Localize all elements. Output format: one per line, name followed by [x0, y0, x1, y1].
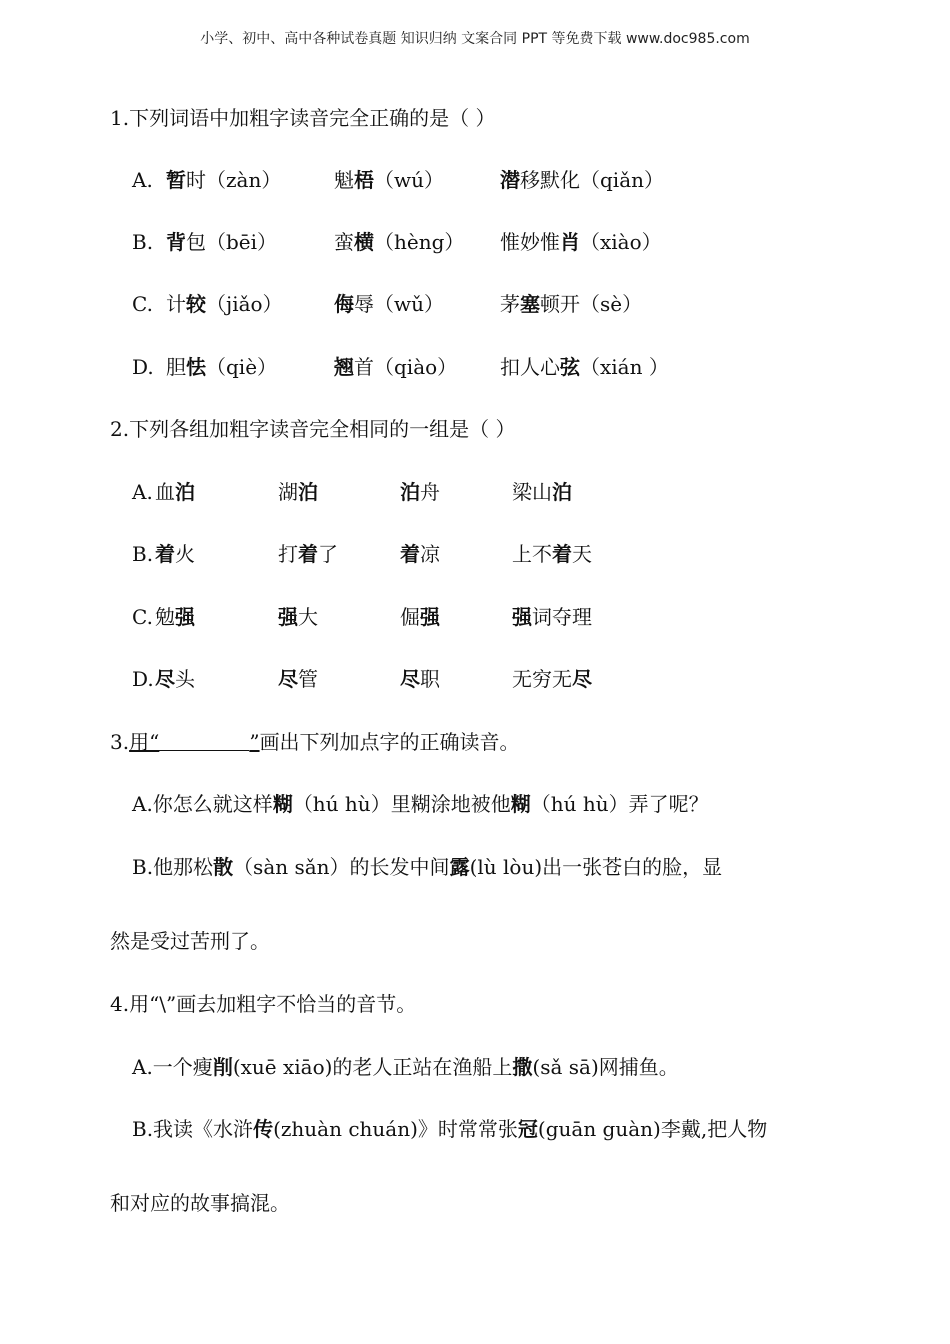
- q2-option-c-word2: 强大: [278, 605, 318, 629]
- q1-option-a-word1: 暂时（zàn）: [166, 168, 282, 192]
- q1-option-c-word1: 计较（jiǎo）: [166, 292, 283, 316]
- q3-underline-marker: 用“ ”: [129, 730, 260, 754]
- q1-option-b-word3: 惟妙惟肖（xiào）: [500, 230, 662, 254]
- q1-title: 1.下列词语中加粗字读音完全正确的是（ ）: [110, 106, 496, 130]
- q2-option-d-word2: 尽管: [278, 667, 318, 691]
- underline-blank: [159, 730, 249, 751]
- q2-option-d-label: D.: [132, 667, 154, 691]
- q3-sentence-b-continued: 然是受过苦刑了。: [110, 929, 270, 953]
- q2-option-b-word3: 着凉: [400, 542, 440, 566]
- q1-option-b-label: B.: [132, 230, 154, 254]
- q1-option-b-word2: 蛮横（hèng）: [334, 230, 465, 254]
- q2-option-d-word1: 尽头: [155, 667, 195, 691]
- q2-title: 2.下列各组加粗字读音完全相同的一组是（ ）: [110, 417, 516, 441]
- q1-option-d-label: D.: [132, 355, 154, 379]
- q1-option-c-word3: 茅塞顿开（sè）: [500, 292, 643, 316]
- q2-option-b-word2: 打着了: [278, 542, 338, 566]
- q4-title: 4.用“\”画去加粗字不恰当的音节。: [110, 992, 417, 1016]
- q4-sentence-b: B.我读《水浒传(zhuàn chuán)》时常常张冠(guān guàn)李戴,把人物: [132, 1117, 768, 1141]
- q4-sentence-a: A.一个瘦削(xuē xiāo)的老人正站在渔船上撒(sǎ sā)网捕鱼。: [132, 1055, 679, 1079]
- q1-option-a-word2: 魁梧（wú）: [334, 168, 444, 192]
- q1-option-c-label: C.: [132, 292, 153, 316]
- q2-option-d-word3: 尽职: [400, 667, 440, 691]
- q4-sentence-b-continued: 和对应的故事搞混。: [110, 1191, 290, 1215]
- q2-option-a-word4: 梁山泊: [512, 480, 572, 504]
- q1-option-d-word1: 胆怯（qiè）: [166, 355, 278, 379]
- q2-option-c-word3: 倔强: [400, 605, 440, 629]
- q1-option-a-word3: 潜移默化（qiǎn）: [500, 168, 665, 192]
- q2-option-a-word2: 湖泊: [278, 480, 318, 504]
- q1-option-d-word3: 扣人心弦（xián ）: [500, 355, 669, 379]
- q1-option-c-word2: 侮辱（wǔ）: [334, 292, 444, 316]
- q3-sentence-b: B.他那松散（sàn sǎn）的长发中间露(lù lòu)出一张苍白的脸，显: [132, 855, 723, 879]
- q2-option-a-label: A.: [132, 480, 153, 504]
- q2-option-a-word1: 血泊: [155, 480, 195, 504]
- q2-option-b-word4: 上不着天: [512, 542, 592, 566]
- q2-option-a-word3: 泊舟: [400, 480, 440, 504]
- q3-sentence-a: A.你怎么就这样糊（hú hù）里糊涂地被他糊（hú hù）弄了呢？: [132, 792, 709, 816]
- page-header-banner: 小学、初中、高中各种试卷真题 知识归纳 文案合同 PPT 等免费下载 www.doc985.com: [200, 31, 750, 47]
- q1-option-b-word1: 背包（bēi）: [166, 230, 278, 254]
- q2-option-c-label: C.: [132, 605, 153, 629]
- q2-option-b-label: B.: [132, 542, 154, 566]
- q2-option-d-word4: 无穷无尽: [512, 667, 592, 691]
- q2-option-c-word1: 勉强: [155, 605, 195, 629]
- q2-option-c-word4: 强词夺理: [512, 605, 592, 629]
- q1-option-a-label: A.: [132, 168, 153, 192]
- q2-option-b-word1: 着火: [155, 542, 195, 566]
- q3-title: 3.用“ ”画出下列加点字的正确读音。: [110, 730, 520, 754]
- q1-option-d-word2: 翘首（qiào）: [334, 355, 458, 379]
